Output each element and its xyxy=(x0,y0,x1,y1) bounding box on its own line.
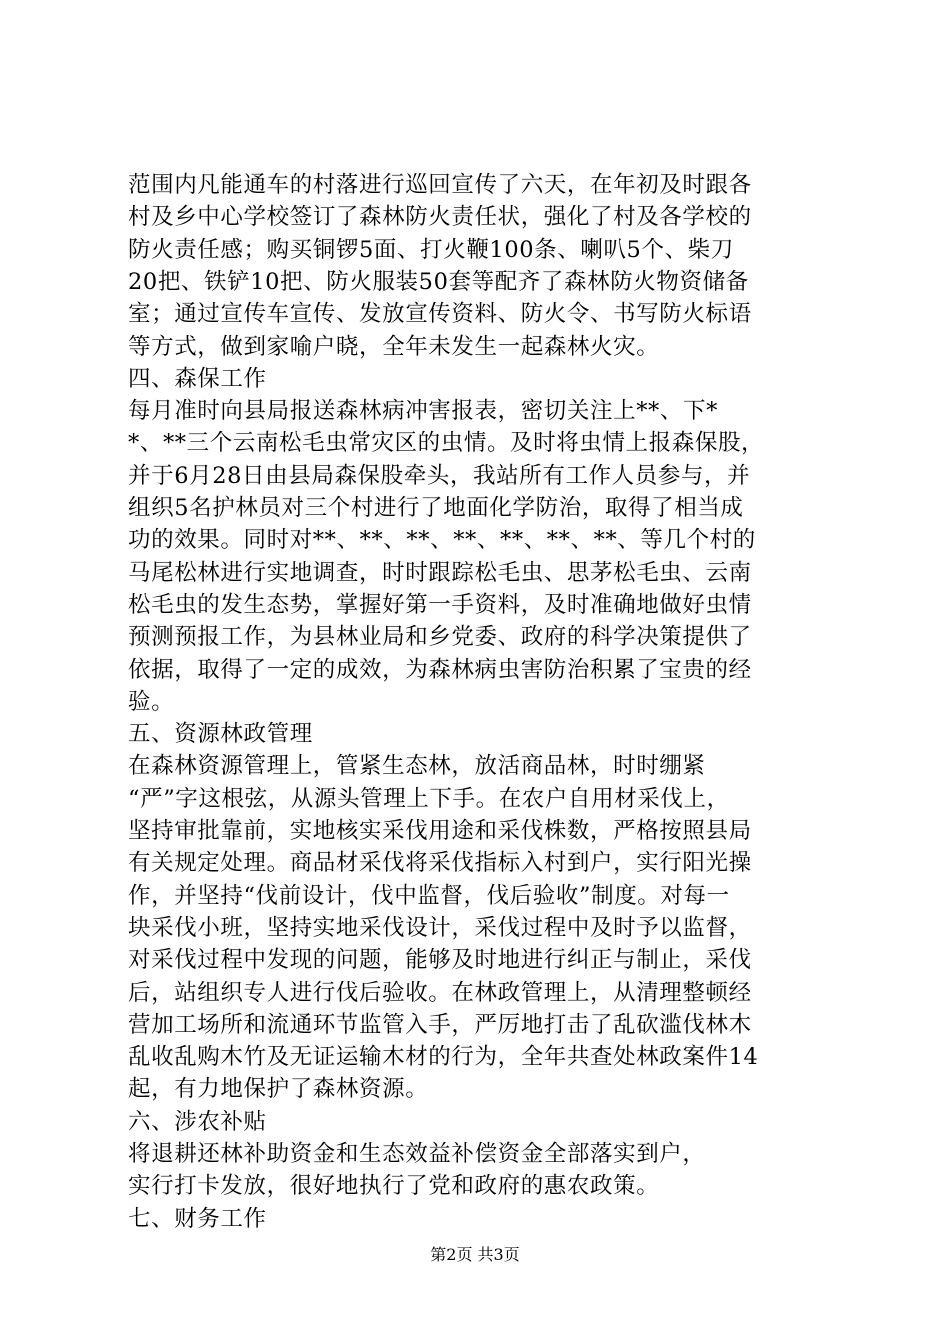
text-line: 将退耕还林补助资金和生态效益补偿资金全部落实到户， xyxy=(128,1141,706,1167)
text-line: 后，站组织专人进行伐后验收。在林政管理上，从清理整顿经 xyxy=(128,979,752,1006)
text-line: 功的效果。同时对**、**、**、**、**、**、**、等几个村的 xyxy=(128,527,756,554)
page-footer: 第2页 共3页 xyxy=(430,1245,520,1264)
text-line: 作，并坚持“伐前设计，伐中监督，伐后验收”制度。对每一 xyxy=(128,882,730,909)
text-line: 20把、铁铲10把、防火服装50套等配齐了森林防火物资储备 xyxy=(128,268,749,295)
text-line: 起，有力地保护了森林资源。 xyxy=(128,1076,429,1103)
text-line: 在森林资源管理上，管紧生态林，放活商品林，时时绷紧 xyxy=(128,753,706,780)
text-line: 并于6月28日由县局森保股牵头，我站所有工作人员参与，并 xyxy=(128,462,751,489)
text-line: 实行打卡发放，很好地执行了党和政府的惠农政策。 xyxy=(128,1173,660,1200)
text-line: 村及乡中心学校签订了森林防火责任状，强化了村及各学校的 xyxy=(128,204,752,231)
text-line: 每月准时向县局报送森林病冲害报表，密切关注上**、下* xyxy=(128,398,718,425)
text-line: 预测预报工作，为县林业局和乡党委、政府的科学决策提供了 xyxy=(128,624,752,651)
text-line: 营加工场所和流通环节监管入手，严厉地打击了乱砍滥伐林木 xyxy=(128,1011,752,1038)
text-line: 马尾松林进行实地调查，时时跟踪松毛虫、思茅松毛虫、云南 xyxy=(128,559,752,586)
text-line: 六、涉农补贴 xyxy=(128,1108,267,1135)
text-line: 组织5名护林员对三个村进行了地面化学防治，取得了相当成 xyxy=(128,495,744,521)
text-line: 乱收乱购木竹及无证运输木材的行为，全年共查处林政案件14 xyxy=(128,1044,759,1071)
text-line: 防火责任感；购买铜锣5面、打火鞭100条、喇叭5个、柴刀 xyxy=(128,236,734,263)
text-line: 依据，取得了一定的成效，为森林病虫害防治积累了宝贵的经 xyxy=(128,656,752,683)
text-line: 块采伐小班，坚持实地采伐设计，采伐过程中及时予以监督， xyxy=(128,914,752,941)
text-line: 七、财务工作 xyxy=(128,1205,267,1232)
text-line: 坚持审批靠前，实地核实采伐用途和采伐株数，严格按照县局 xyxy=(128,818,752,844)
text-line: *、**三个云南松毛虫常灾区的虫情。及时将虫情上报森保股， xyxy=(128,430,765,457)
text-line: 有关规定处理。商品材采伐将采伐指标入村到户，实行阳光操 xyxy=(128,850,752,877)
text-line: 等方式，做到家喻户晓，全年未发生一起森林火灾。 xyxy=(128,333,660,360)
text-line: 五、资源林政管理 xyxy=(128,721,313,748)
text-line: “严”字这根弦，从源头管理上下手。在农户自用材采伐上， xyxy=(128,785,730,812)
text-line: 对采伐过程中发现的问题，能够及时地进行纠正与制止，采伐 xyxy=(128,947,752,974)
text-line: 范围内凡能通车的村落进行巡回宣传了六天，在年初及时跟各 xyxy=(128,172,752,198)
text-line: 四、森保工作 xyxy=(128,365,267,392)
text-line: 验。 xyxy=(128,688,175,715)
text-line: 松毛虫的发生态势，掌握好第一手资料，及时准确地做好虫情 xyxy=(128,591,752,618)
text-line: 室；通过宣传车宣传、发放宣传资料、防火令、书写防火标语 xyxy=(128,301,752,328)
